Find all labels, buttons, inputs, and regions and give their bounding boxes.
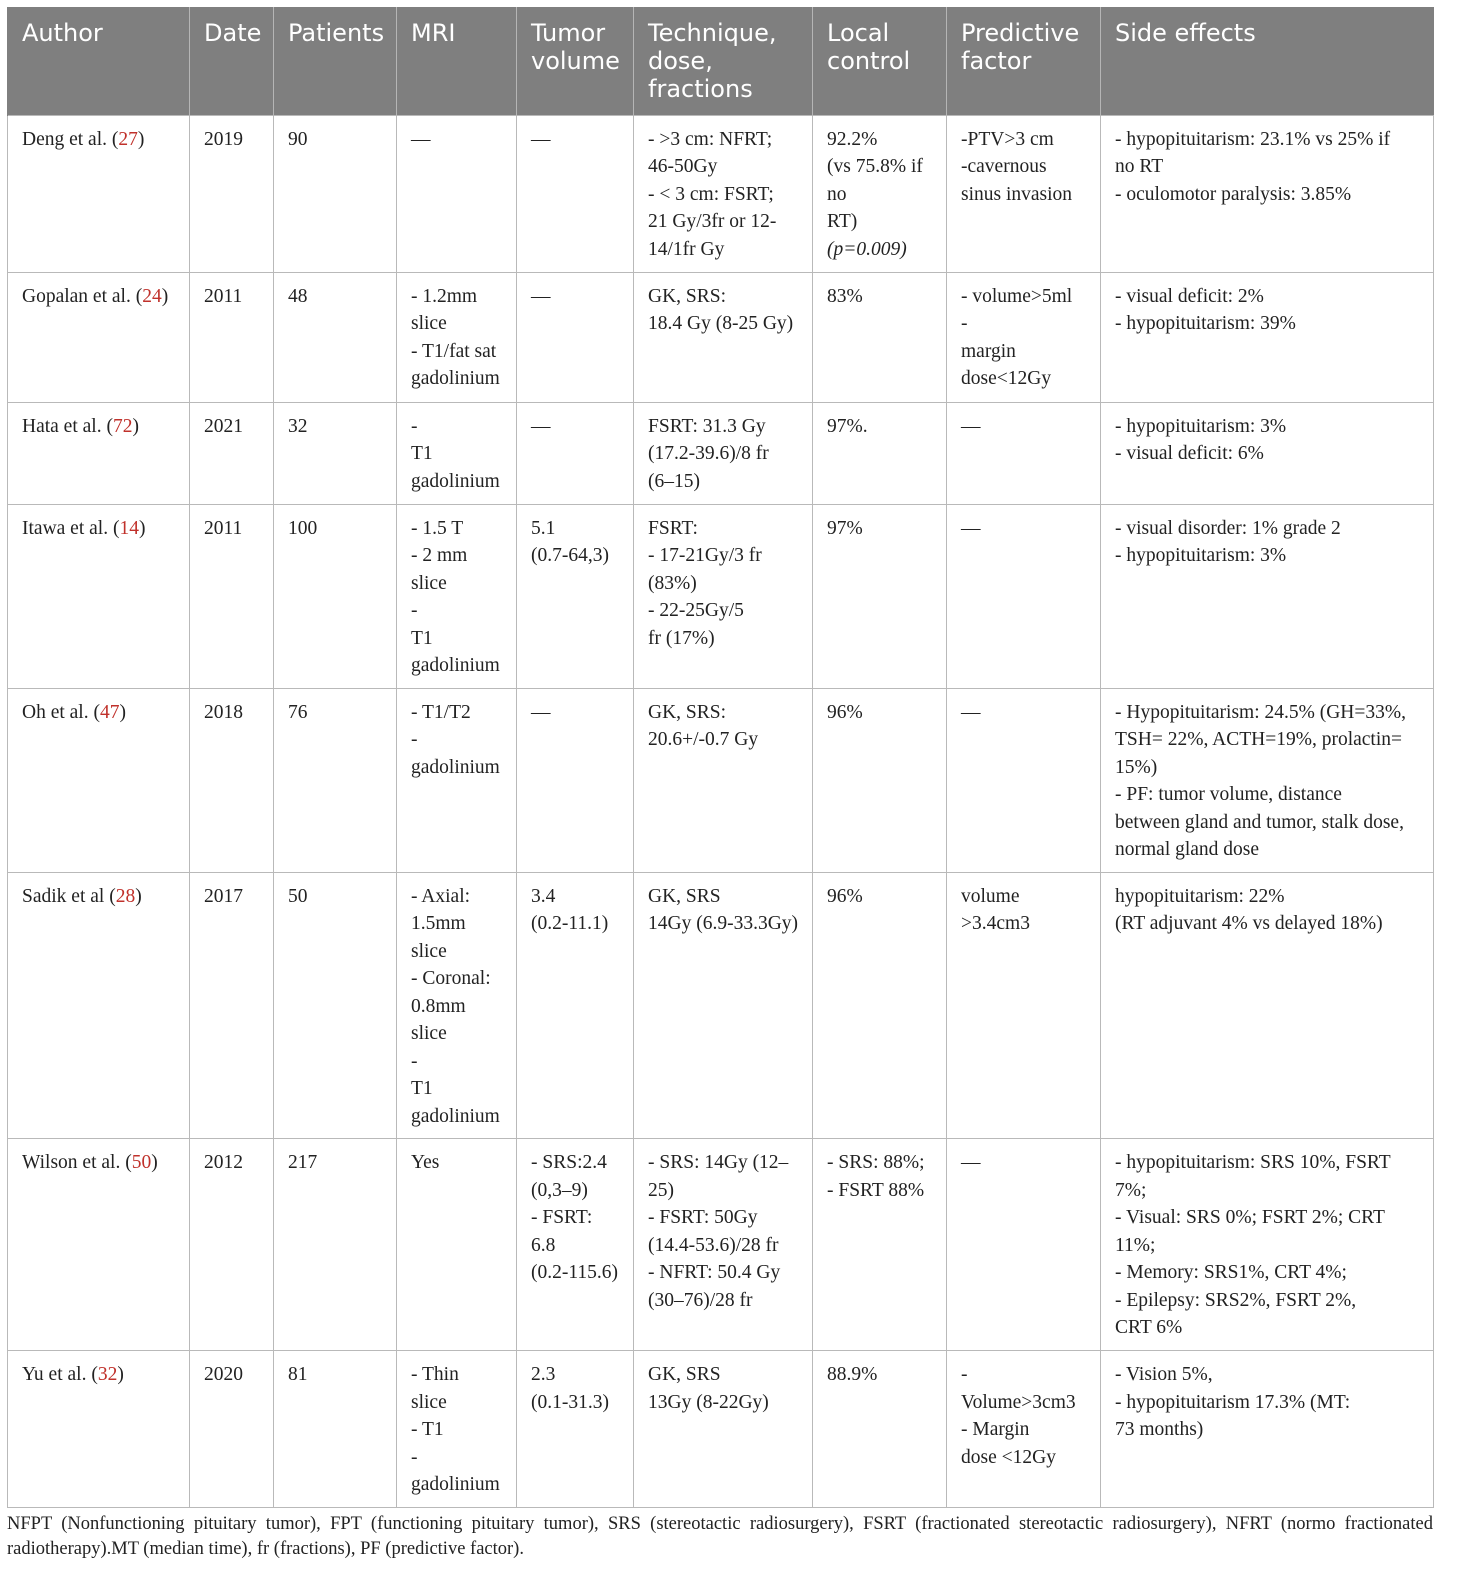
cell-text: 100 — [288, 517, 318, 539]
cell-text: gadolinium — [411, 655, 500, 676]
cell-text: GK, SRS: — [648, 285, 727, 307]
cell-text: - >3 cm: NFRT; — [648, 128, 773, 150]
cell-text: (0.2-115.6) — [531, 1262, 619, 1283]
table-row — [8, 1351, 1434, 1508]
cell-text: - 22-25Gy/5 — [648, 600, 744, 621]
column-header-side-effects — [1101, 7, 1434, 115]
cell-predictive-factor — [947, 504, 1101, 688]
cell-text: - 2 mm — [411, 545, 468, 566]
cell-text: - hypopituitarism: 23.1% vs 25% if — [1115, 128, 1391, 150]
cell-local-control — [813, 115, 947, 272]
column-header-text: factor — [961, 47, 1032, 75]
cell-text: 25) — [648, 1179, 674, 1201]
cell-text: gadolinium — [411, 368, 500, 389]
reference-link[interactable]: 24 — [142, 285, 162, 307]
cell-text: - oculomotor paralysis: 3.85% — [1115, 183, 1352, 205]
column-header-text: dose, — [648, 47, 713, 75]
cell-text: volume — [961, 885, 1020, 907]
cell-text: 76 — [288, 701, 308, 723]
cell-text: 97%. — [827, 415, 868, 437]
column-header-text: Side effects — [1115, 19, 1256, 47]
cell-text: 88.9% — [827, 1364, 878, 1385]
cell-technique-dose-fractions — [634, 115, 813, 272]
cell-text: - volume>5ml — [961, 285, 1073, 307]
cell-mri — [397, 688, 517, 872]
cell-text: - — [961, 1364, 968, 1385]
cell-text: slice — [411, 1023, 447, 1044]
cell-text: - — [961, 313, 968, 334]
cell-text: gadolinium — [411, 1105, 500, 1127]
author-name: Hata et al. — [22, 415, 102, 437]
cell-text: slice — [411, 313, 447, 334]
cell-text: - T1 — [411, 1419, 444, 1440]
cell-side-effects — [1101, 1351, 1434, 1508]
cell-mri — [397, 115, 517, 272]
author-name: Sadik et al — [22, 885, 105, 907]
cell-mri — [397, 402, 517, 504]
cell-text: - Margin — [961, 1419, 1030, 1440]
table-row — [8, 688, 1434, 872]
column-header-tumor-volume — [517, 7, 634, 115]
cell-text: - T1/fat sat — [411, 340, 497, 362]
cell-text: - Vision 5%, — [1115, 1364, 1213, 1385]
cell-text: 2011 — [204, 517, 243, 539]
table-row — [8, 504, 1434, 688]
column-header-text: control — [827, 47, 911, 75]
column-header-text: Date — [204, 19, 262, 47]
cell-predictive-factor — [947, 272, 1101, 402]
cell-mri — [397, 504, 517, 688]
cell-text: Volume>3cm3 — [961, 1391, 1076, 1413]
cell-text: - visual deficit: 6% — [1115, 443, 1264, 464]
cell-date — [190, 504, 274, 688]
cell-text: (0.2-11.1) — [531, 913, 609, 934]
cell-side-effects — [1101, 688, 1434, 872]
author-name: Wilson et al. — [22, 1152, 121, 1173]
column-header-text: Predictive — [961, 19, 1080, 47]
cell-text: 21 Gy/3fr or 12- — [648, 211, 777, 232]
author-name: Oh et al. — [22, 701, 89, 723]
cell-predictive-factor — [947, 115, 1101, 272]
column-header-date — [190, 7, 274, 115]
column-header-mri — [397, 7, 517, 115]
cell-text: gadolinium — [411, 470, 500, 492]
cell-text: (vs 75.8% if — [827, 156, 923, 177]
cell-predictive-factor — [947, 688, 1101, 872]
cell-side-effects — [1101, 872, 1434, 1139]
column-header-text: Tumor — [531, 19, 606, 47]
cell-text: — — [531, 285, 551, 307]
cell-local-control — [813, 1351, 947, 1508]
cell-text: slice — [411, 940, 447, 962]
cell-text: — — [531, 415, 551, 437]
cell-text: - — [411, 600, 418, 621]
cell-text: between gland and tumor, stalk dose, — [1115, 811, 1404, 833]
cell-text: — — [961, 415, 981, 437]
cell-text: - PF: tumor volume, distance — [1115, 784, 1342, 805]
cell-predictive-factor — [947, 1139, 1101, 1351]
cell-text: 217 — [288, 1152, 318, 1173]
cell-text: - SRS: 14Gy (12– — [648, 1152, 789, 1173]
cell-text: 6.8 — [531, 1234, 556, 1256]
author-name: Deng et al. — [22, 128, 108, 150]
cell-text: 97% — [827, 517, 863, 539]
cell-local-control — [813, 272, 947, 402]
cell-text: - hypopituitarism 17.3% (MT: — [1115, 1391, 1351, 1413]
column-header-text: MRI — [411, 19, 456, 47]
table-row — [8, 1139, 1434, 1351]
table-row — [8, 872, 1434, 1139]
cell-tumor-volume — [517, 504, 634, 688]
cell-text: — — [411, 128, 431, 150]
cell-text: - Memory: SRS1%, CRT 4%; — [1115, 1262, 1347, 1283]
cell-author: Yu et al. (32) — [8, 1351, 190, 1508]
reference-link[interactable]: 50 — [131, 1152, 152, 1173]
cell-patients — [274, 272, 397, 402]
cell-text: - — [411, 1050, 418, 1072]
cell-text: 2021 — [204, 415, 243, 437]
cell-mri — [397, 272, 517, 402]
cell-text: CRT 6% — [1115, 1317, 1183, 1338]
radiotherapy-outcomes-table — [7, 7, 1434, 1508]
column-header-local-control — [813, 7, 947, 115]
cell-author: Wilson et al. (50) — [8, 1139, 190, 1351]
cell-side-effects — [1101, 504, 1434, 688]
cell-text: 2012 — [204, 1152, 243, 1173]
cell-mri — [397, 1351, 517, 1508]
cell-text: — — [531, 128, 551, 150]
cell-patients — [274, 402, 397, 504]
cell-text: - FSRT: — [531, 1207, 593, 1228]
cell-tumor-volume — [517, 272, 634, 402]
cell-local-control — [813, 1139, 947, 1351]
cell-text: FSRT: 31.3 Gy — [648, 415, 766, 437]
cell-local-control — [813, 872, 947, 1139]
author-name: Itawa et al. — [22, 517, 109, 539]
cell-text: 2019 — [204, 128, 243, 150]
cell-text: - SRS:2.4 — [531, 1152, 607, 1173]
cell-text: — — [961, 1152, 981, 1173]
cell-text: (0.1-31.3) — [531, 1391, 609, 1413]
cell-text: - 1.5 T — [411, 517, 464, 539]
cell-local-control — [813, 688, 947, 872]
cell-tumor-volume — [517, 688, 634, 872]
cell-text: - < 3 cm: FSRT; — [648, 183, 774, 205]
cell-side-effects — [1101, 1139, 1434, 1351]
reference-link[interactable]: 14 — [119, 517, 139, 539]
column-header-technique-dose-fractions — [634, 7, 813, 115]
column-header-author — [8, 7, 190, 115]
cell-text: 81 — [288, 1364, 308, 1385]
cell-text: 90 — [288, 128, 308, 150]
cell-text: 50 — [288, 885, 308, 907]
cell-text: 2017 — [204, 885, 243, 907]
reference-link[interactable]: 72 — [112, 415, 133, 437]
cell-text: - Visual: SRS 0%; FSRT 2%; CRT — [1115, 1207, 1385, 1228]
column-header-text: Patients — [288, 19, 385, 47]
cell-text: 2020 — [204, 1364, 243, 1385]
column-header-text: Technique, — [648, 19, 777, 47]
cell-text: RT) — [827, 211, 858, 232]
cell-technique-dose-fractions — [634, 1139, 813, 1351]
cell-text: slice — [411, 1391, 447, 1413]
cell-predictive-factor — [947, 1351, 1101, 1508]
cell-author: Itawa et al. (14) — [8, 504, 190, 688]
cell-text: no — [827, 183, 847, 205]
cell-text: 73 months) — [1115, 1419, 1204, 1440]
cell-author: Oh et al. (47) — [8, 688, 190, 872]
cell-mri — [397, 872, 517, 1139]
cell-text: — — [961, 701, 981, 723]
cell-technique-dose-fractions — [634, 1351, 813, 1508]
cell-text: - visual disorder: 1% grade 2 — [1115, 517, 1341, 539]
reference-link[interactable]: 47 — [99, 701, 120, 723]
cell-text: normal gland dose — [1115, 839, 1260, 860]
cell-text: (0,3–9) — [531, 1179, 588, 1201]
column-header-text: volume — [531, 47, 620, 75]
cell-local-control — [813, 504, 947, 688]
cell-technique-dose-fractions — [634, 872, 813, 1139]
cell-text: - T1/T2 — [411, 701, 471, 723]
cell-text: - Hypopituitarism: 24.5% (GH=33%, — [1115, 701, 1407, 723]
cell-text: (30–76)/28 fr — [648, 1289, 753, 1311]
cell-technique-dose-fractions — [634, 272, 813, 402]
cell-text: no RT — [1115, 156, 1164, 177]
cell-text: - Thin — [411, 1364, 459, 1385]
cell-local-control — [813, 402, 947, 504]
cell-text: 1.5mm — [411, 913, 466, 934]
cell-tumor-volume — [517, 402, 634, 504]
cell-text: - FSRT 88% — [827, 1179, 925, 1201]
cell-text: margin — [961, 340, 1016, 362]
cell-text: - hypopituitarism: SRS 10%, FSRT — [1115, 1152, 1391, 1173]
reference-link[interactable]: 28 — [115, 885, 136, 907]
cell-text: 13Gy (8-22Gy) — [648, 1391, 769, 1413]
cell-text: - 1.2mm — [411, 285, 478, 307]
column-header-text: fractions — [648, 75, 753, 103]
cell-text: 96% — [827, 885, 863, 907]
column-header-text: Author — [22, 19, 103, 47]
cell-side-effects — [1101, 402, 1434, 504]
cell-predictive-factor — [947, 872, 1101, 1139]
cell-text: 18.4 Gy (8-25 Gy) — [648, 313, 794, 334]
cell-text: (RT adjuvant 4% vs delayed 18%) — [1115, 913, 1383, 934]
cell-text: >3.4cm3 — [961, 913, 1030, 934]
table-row — [8, 115, 1434, 272]
cell-text: 0.8mm — [411, 995, 466, 1017]
cell-side-effects — [1101, 115, 1434, 272]
cell-text: 14/1fr Gy — [648, 238, 725, 260]
cell-text: (6–15) — [648, 470, 700, 492]
cell-text: - Coronal: — [411, 968, 491, 989]
cell-text: - hypopituitarism: 3% — [1115, 415, 1287, 437]
cell-text: -PTV>3 cm — [961, 128, 1054, 150]
cell-text: GK, SRS: — [648, 701, 727, 723]
cell-technique-dose-fractions — [634, 688, 813, 872]
cell-text: - — [411, 1446, 418, 1468]
cell-text: - FSRT: 50Gy — [648, 1207, 758, 1228]
cell-text: 11%; — [1115, 1234, 1156, 1256]
cell-text: - visual deficit: 2% — [1115, 285, 1264, 307]
cell-text: 3.4 — [531, 885, 556, 907]
cell-text: 83% — [827, 285, 863, 307]
cell-text: 2.3 — [531, 1364, 556, 1385]
cell-text: 15%) — [1115, 756, 1158, 778]
cell-tumor-volume — [517, 1351, 634, 1508]
cell-date — [190, 688, 274, 872]
cell-text: TSH= 22%, ACTH=19%, prolactin= — [1115, 729, 1403, 750]
cell-text: sinus invasion — [961, 183, 1073, 205]
cell-text: (17.2-39.6)/8 fr — [648, 443, 769, 464]
cell-text: - hypopituitarism: 3% — [1115, 545, 1287, 566]
cell-tumor-volume — [517, 1139, 634, 1351]
cell-text: hypopituitarism: 22% — [1115, 885, 1285, 907]
cell-text: - 17-21Gy/3 fr — [648, 545, 762, 566]
cell-text: - hypopituitarism: 39% — [1115, 313, 1296, 334]
cell-text: 46-50Gy — [648, 156, 718, 177]
cell-text: fr (17%) — [648, 627, 715, 649]
reference-link[interactable]: 32 — [97, 1364, 118, 1385]
cell-technique-dose-fractions — [634, 402, 813, 504]
cell-patients — [274, 1351, 397, 1508]
cell-text: 14Gy (6.9-33.3Gy) — [648, 913, 799, 934]
cell-text: 48 — [288, 285, 308, 307]
cell-text: gadolinium — [411, 756, 500, 778]
cell-date — [190, 872, 274, 1139]
cell-text: GK, SRS — [648, 1364, 721, 1385]
cell-text: T1 — [411, 627, 433, 649]
cell-date — [190, 1139, 274, 1351]
cell-patients — [274, 872, 397, 1139]
cell-text: 92.2% — [827, 128, 878, 150]
cell-text: - Epilepsy: SRS2%, FSRT 2%, — [1115, 1289, 1357, 1311]
cell-text: dose<12Gy — [961, 368, 1052, 389]
cell-text: slice — [411, 572, 447, 594]
author-name: Yu et al. — [22, 1364, 87, 1385]
cell-text: 7%; — [1115, 1179, 1147, 1201]
cell-author: Deng et al. (27) — [8, 115, 190, 272]
cell-text: dose <12Gy — [961, 1446, 1056, 1468]
cell-text: (p=0.009) — [827, 238, 907, 260]
cell-patients — [274, 115, 397, 272]
cell-date — [190, 272, 274, 402]
cell-text: 96% — [827, 701, 863, 723]
cell-author: Gopalan et al. (24) — [8, 272, 190, 402]
cell-author: Sadik et al (28) — [8, 872, 190, 1139]
column-header-text: Local — [827, 19, 890, 47]
cell-text: T1 — [411, 1078, 433, 1099]
cell-text: (83%) — [648, 572, 697, 594]
cell-text: - NFRT: 50.4 Gy — [648, 1262, 781, 1283]
cell-text: gadolinium — [411, 1474, 500, 1495]
cell-text: 5.1 — [531, 517, 556, 539]
cell-text: 2018 — [204, 701, 243, 723]
cell-text: Yes — [411, 1152, 440, 1173]
cell-technique-dose-fractions — [634, 504, 813, 688]
cell-tumor-volume — [517, 872, 634, 1139]
cell-text: (0.7-64,3) — [531, 545, 609, 566]
cell-patients — [274, 688, 397, 872]
cell-date — [190, 1351, 274, 1508]
cell-date — [190, 402, 274, 504]
table-footnote: NFPT (Nonfunctioning pituitary tumor), FPT (functioning pituitary tumor), SRS (stereotactic radiosurgery), FSRT (fractionated stereotactic radiosurgery), NFRT (normo fractionated radiotherapy).MT (median time), fr (fractions), PF (predictive factor). — [7, 1514, 1433, 1559]
cell-text: 2011 — [204, 285, 243, 307]
cell-text: T1 — [411, 443, 433, 464]
cell-tumor-volume — [517, 115, 634, 272]
cell-side-effects — [1101, 272, 1434, 402]
cell-patients — [274, 1139, 397, 1351]
cell-text: — — [961, 517, 981, 539]
cell-text: - Axial: — [411, 885, 471, 907]
cell-mri — [397, 1139, 517, 1351]
cell-text: (14.4-53.6)/28 fr — [648, 1234, 779, 1256]
cell-text: FSRT: — [648, 517, 698, 539]
column-header-patients — [274, 7, 397, 115]
cell-text: - SRS: 88%; — [827, 1152, 925, 1173]
cell-text: 32 — [288, 415, 308, 437]
table-header-row — [8, 7, 1434, 115]
cell-text: - — [411, 729, 418, 750]
cell-patients — [274, 504, 397, 688]
cell-text: 20.6+/-0.7 Gy — [648, 729, 759, 750]
cell-date — [190, 115, 274, 272]
reference-link[interactable]: 27 — [118, 128, 138, 150]
cell-author: Hata et al. (72) — [8, 402, 190, 504]
column-header-predictive-factor — [947, 7, 1101, 115]
author-name: Gopalan et al. — [22, 285, 131, 307]
cell-text: GK, SRS — [648, 885, 721, 907]
table-row — [8, 402, 1434, 504]
cell-text: — — [531, 701, 551, 723]
cell-text: - — [411, 415, 418, 437]
cell-predictive-factor — [947, 402, 1101, 504]
table-row — [8, 272, 1434, 402]
cell-text: -cavernous — [961, 156, 1047, 177]
